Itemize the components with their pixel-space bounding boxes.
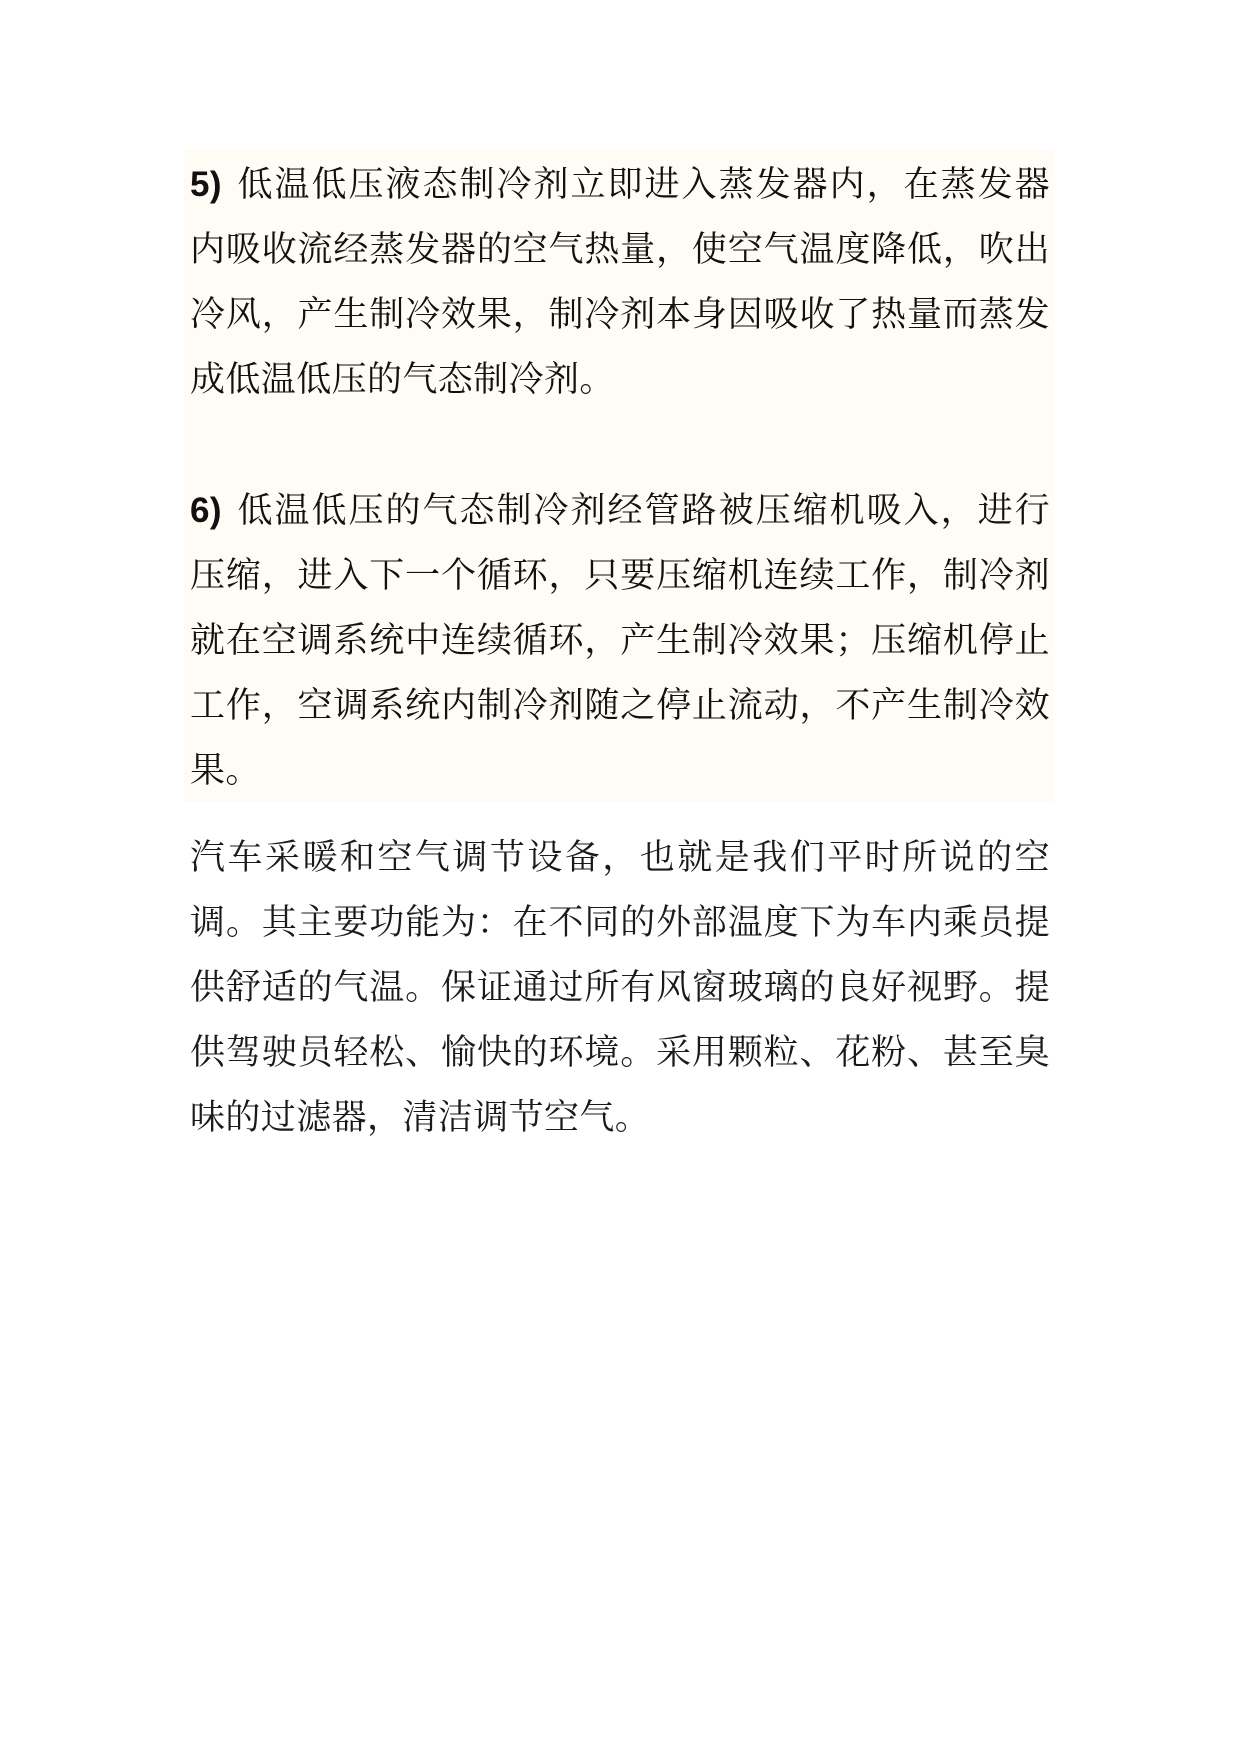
paragraph-air-conditioning-intro xyxy=(190,826,1050,1151)
step-number-6: 6) xyxy=(190,491,222,530)
step-number-5: 5) xyxy=(190,165,222,204)
paragraph-step-6-text: 低温低压的气态制冷剂经管路被压缩机吸入，进行压缩，进入下一个循环，只要压缩机连续工作，制冷剂就在空调系统中连续循环，产生制冷效果；压缩机停止工作，空调系统内制冷剂随之停止流动，不产生制冷效果。 xyxy=(190,491,1050,791)
paragraph-step-5 xyxy=(190,152,1050,413)
paragraph-intro-text: 汽车采暖和空气调节设备，也就是我们平时所说的空调。其主要功能为：在不同的外部温度下为车内乘员提供舒适的气温。保证通过所有风窗玻璃的良好视野。提供驾驶员轻松、愉快的环境。采用颗粒、花粉、甚至臭味的过滤器，清洁调节空气。 xyxy=(190,838,1050,1138)
paragraph-step-5-text: 低温低压液态制冷剂立即进入蒸发器内，在蒸发器内吸收流经蒸发器的空气热量，使空气温度降低，吹出冷风，产生制冷效果，制冷剂本身因吸收了热量而蒸发成低温低压的气态制冷剂。 xyxy=(190,165,1050,400)
paragraph-step-6 xyxy=(190,478,1050,804)
